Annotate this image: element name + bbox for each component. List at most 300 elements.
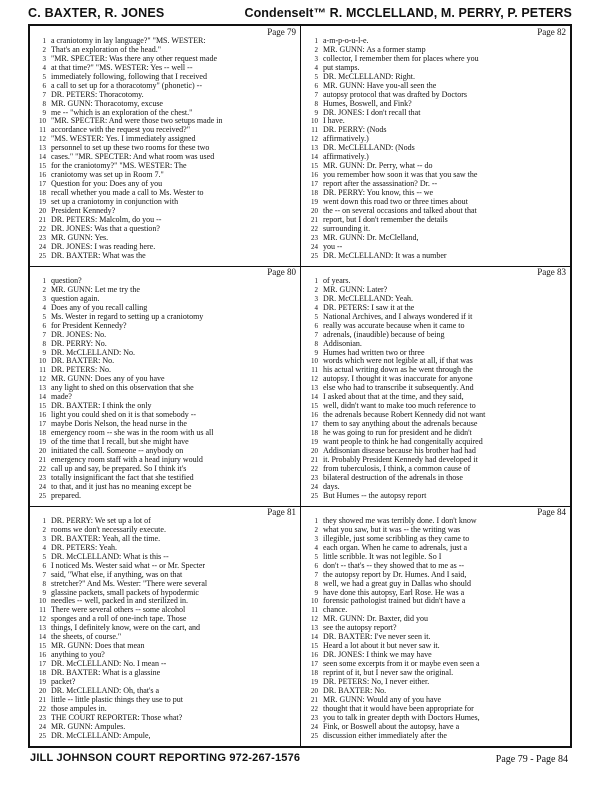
line-number: 24 xyxy=(39,482,46,491)
line-text: forensic pathologist trained but didn't have a xyxy=(323,596,466,606)
line-number: 6 xyxy=(42,81,46,90)
line-number: 23 xyxy=(39,233,46,242)
line-text: Humes had written two or three xyxy=(323,347,425,357)
line-text: packet? xyxy=(51,676,76,686)
line-text: see the autopsy report? xyxy=(323,623,397,633)
header-witness-names-left: C. BAXTER, R. JONES xyxy=(28,6,165,20)
line-number: 11 xyxy=(39,126,46,135)
line-text: the -- on several occasions and talked about that xyxy=(323,205,477,215)
line-number: 24 xyxy=(311,722,318,731)
line-number: 5 xyxy=(314,552,318,561)
line-text: Fink, or Boswell about the autopsy, have a xyxy=(323,721,460,731)
line-text: Addisonian. xyxy=(323,338,362,348)
line-text: Heard a lot about it but never saw it. xyxy=(323,641,440,651)
line-text: each organ. When he came to adrenals, just a xyxy=(323,542,468,552)
line-number: 9 xyxy=(42,108,46,117)
line-number: 7 xyxy=(42,330,46,339)
line-number: 1 xyxy=(314,37,318,45)
line-number: 21 xyxy=(311,455,318,464)
line-number: 22 xyxy=(311,464,318,473)
line-number: 8 xyxy=(42,339,46,348)
line-text: seen some excerpts from it or maybe even seen a xyxy=(323,659,480,668)
line-text: don't -- that's -- they showed that to me as -- xyxy=(323,560,465,570)
line-text: DR. JONES: I was reading here. xyxy=(51,241,156,251)
line-number: 15 xyxy=(39,402,46,411)
line-number: 4 xyxy=(314,543,318,552)
line-number: 22 xyxy=(311,704,318,713)
line-text: DR. PETERS: I saw it at the xyxy=(323,302,415,312)
line-number: 12 xyxy=(39,135,46,144)
line-number: 25 xyxy=(311,731,318,740)
line-text: National Archives, and I always wondered if it xyxy=(323,311,473,321)
line-number: 4 xyxy=(314,63,318,72)
line-number: 8 xyxy=(42,99,46,108)
line-text: what you saw, but it was -- the writing was xyxy=(323,524,461,534)
line-number: 23 xyxy=(39,473,46,482)
line-text: you -- xyxy=(323,241,343,251)
line-text: Ms. Wester in regard to setting up a craniotomy xyxy=(51,311,204,321)
line-number: 21 xyxy=(39,695,46,704)
line-number: 13 xyxy=(311,144,318,153)
line-number: 12 xyxy=(311,375,318,384)
line-number: 19 xyxy=(311,677,318,686)
line-text: affirmatively.) xyxy=(323,134,369,144)
line-text: of years. xyxy=(323,276,351,285)
line-number: 16 xyxy=(311,651,318,660)
line-text: really was accurate because when it came to xyxy=(323,320,465,330)
line-text: DR. JONES: I don't recall that xyxy=(323,107,421,117)
line-text: DR. BAXTER: I've never seen it. xyxy=(323,632,431,642)
line-number: 7 xyxy=(314,90,318,99)
line-text: DR. PERRY: (Nods xyxy=(323,125,387,135)
line-number: 5 xyxy=(42,72,46,81)
line-text: DR. McCLELLAND: Right. xyxy=(323,71,415,81)
transcript-lines xyxy=(302,277,570,500)
line-text: accordance with the request you received?" xyxy=(51,125,190,135)
line-text: DR. BAXTER: I think the only xyxy=(51,401,152,411)
line-number: 2 xyxy=(314,285,318,294)
line-text: initiated the call. Someone -- anybody on xyxy=(51,445,184,455)
line-number: 17 xyxy=(39,180,46,188)
line-text: report, but I don't remember the details xyxy=(323,214,448,224)
line-number: 5 xyxy=(42,312,46,321)
transcript-lines xyxy=(302,37,570,260)
line-text: went down this road two or three times about xyxy=(323,196,468,206)
line-number: 17 xyxy=(311,660,318,668)
line-number: 21 xyxy=(311,695,318,704)
column-divider xyxy=(300,26,301,746)
line-number: 12 xyxy=(39,615,46,624)
line-number: 6 xyxy=(42,321,46,330)
line-text: it. Probably President Kennedy had developed it xyxy=(323,454,478,464)
line-text: reprint of it, but I never saw the original. xyxy=(323,667,454,677)
line-text: days. xyxy=(323,481,340,491)
transcript-page-panel xyxy=(30,506,300,746)
line-text: MR. GUNN: Would any of you have xyxy=(323,694,442,704)
line-text: needles -- well, packed in and sterilized in. xyxy=(51,596,189,606)
line-text: collector, I remember them for places where you xyxy=(323,53,479,63)
line-number: 19 xyxy=(39,437,46,446)
line-text: well, didn't want to make too much reference to xyxy=(323,401,476,411)
line-text: autopsy protocol that was drafted by Doctors xyxy=(323,89,467,99)
line-number: 9 xyxy=(314,588,318,597)
line-number: 8 xyxy=(314,99,318,108)
transcript-line xyxy=(302,732,570,741)
line-number: 9 xyxy=(314,348,318,357)
line-text: DR. McCLELLAND: (Nods xyxy=(323,143,415,153)
transcript-lines xyxy=(30,517,300,740)
line-number: 25 xyxy=(311,491,318,500)
line-number: 14 xyxy=(39,633,46,642)
line-text: Addisonian disease because his brother had had xyxy=(323,445,476,455)
line-number: 7 xyxy=(314,330,318,339)
line-number: 5 xyxy=(314,312,318,321)
line-number: 13 xyxy=(311,624,318,633)
line-text: stretcher?" And Ms. Wester: "There were several xyxy=(51,578,208,588)
line-number: 15 xyxy=(39,162,46,171)
line-text: question again. xyxy=(51,293,100,303)
line-number: 10 xyxy=(311,357,318,366)
line-text: "MR. SPECTER: Was there any other request made xyxy=(51,53,217,63)
line-number: 23 xyxy=(39,713,46,722)
line-number: 10 xyxy=(311,597,318,606)
transcript-page-panel xyxy=(30,266,300,506)
transcript-page-panel xyxy=(302,266,570,506)
line-number: 1 xyxy=(314,517,318,525)
line-text: DR. McCLELLAND: What is this -- xyxy=(51,551,169,561)
line-text: light you could shed on it is that somebody -- xyxy=(51,410,197,420)
line-number: 15 xyxy=(311,402,318,411)
line-number: 10 xyxy=(311,117,318,126)
line-number: 16 xyxy=(311,411,318,420)
line-number: 24 xyxy=(311,242,318,251)
line-text: of the time that I recall, but she might have xyxy=(51,436,189,446)
line-text: anything to you? xyxy=(51,650,105,660)
line-number: 3 xyxy=(314,534,318,543)
transcript-line xyxy=(302,474,570,483)
line-text: MR. GUNN: Dr. Perry, what -- do xyxy=(323,161,433,171)
line-number: 17 xyxy=(311,180,318,188)
line-number: 17 xyxy=(39,660,46,668)
line-text: for President Kennedy? xyxy=(51,320,127,330)
header-witness-names-right: CondenseIt™ R. MCCLELLAND, M. PERRY, P. PETERS xyxy=(244,6,572,20)
line-number: 5 xyxy=(42,552,46,561)
line-number: 7 xyxy=(42,90,46,99)
line-text: report after the assassination? Dr. -- xyxy=(323,179,438,188)
line-text: DR. BAXTER: No. xyxy=(323,685,387,695)
line-text: glassine packets, small packets of hypodermic xyxy=(51,587,199,597)
line-number: 6 xyxy=(314,81,318,90)
line-text: President Kennedy? xyxy=(51,205,116,215)
line-text: things, I definitely know, were on the cart, and xyxy=(51,623,200,633)
line-number: 10 xyxy=(39,117,46,126)
line-text: well, we had a great guy in Dallas who should xyxy=(323,578,471,588)
line-number: 4 xyxy=(42,303,46,312)
page-number-label: Page 83 xyxy=(537,267,566,277)
line-text: prepared. xyxy=(51,490,81,500)
line-number: 1 xyxy=(42,277,46,285)
line-number: 1 xyxy=(42,517,46,525)
line-text: DR. McCLELLAND: It was a number xyxy=(323,250,447,260)
line-text: sponges and a roll of one-inch tape. Those xyxy=(51,614,187,624)
line-number: 13 xyxy=(39,624,46,633)
page-number-label: Page 81 xyxy=(267,507,296,517)
line-number: 13 xyxy=(39,384,46,393)
line-number: 20 xyxy=(311,446,318,455)
line-number: 11 xyxy=(311,366,318,375)
line-text: DR. PERRY: No. xyxy=(51,338,107,348)
line-text: DR. BAXTER: No. xyxy=(51,356,115,366)
line-number: 16 xyxy=(39,411,46,420)
line-text: a-m-p-o-u-l-e. xyxy=(323,36,369,45)
line-number: 20 xyxy=(39,686,46,695)
line-number: 18 xyxy=(39,428,46,437)
line-number: 11 xyxy=(39,606,46,615)
line-number: 19 xyxy=(311,197,318,206)
line-text: MR. GUNN: Does that mean xyxy=(51,641,145,651)
line-text: thought that it would have been appropriate for xyxy=(323,703,474,713)
line-number: 18 xyxy=(311,428,318,437)
line-text: his actual writing down as he went through the xyxy=(323,365,473,375)
line-number: 14 xyxy=(311,153,318,162)
line-text: call up and say, be prepared. So I think it's xyxy=(51,463,187,473)
line-text: autopsy. I thought it was inaccurate for anyone xyxy=(323,374,473,384)
line-text: "MR. SPECTER: And were those two setups made in xyxy=(51,116,223,126)
line-number: 5 xyxy=(314,72,318,81)
line-number: 21 xyxy=(311,215,318,224)
line-number: 11 xyxy=(311,606,318,615)
line-number: 23 xyxy=(311,473,318,482)
line-number: 1 xyxy=(42,37,46,45)
line-number: 12 xyxy=(311,135,318,144)
line-number: 10 xyxy=(39,597,46,606)
line-number: 15 xyxy=(311,642,318,651)
line-text: But Humes -- the autopsy report xyxy=(323,490,427,500)
line-number: 3 xyxy=(42,54,46,63)
transcript-line xyxy=(302,234,570,243)
transcript-lines xyxy=(302,517,570,740)
line-number: 18 xyxy=(311,668,318,677)
line-number: 19 xyxy=(39,677,46,686)
line-number: 7 xyxy=(314,570,318,579)
line-number: 18 xyxy=(39,668,46,677)
line-number: 7 xyxy=(42,570,46,579)
line-text: DR. McCLELLAND: Oh, that's a xyxy=(51,685,160,695)
line-number: 15 xyxy=(311,162,318,171)
page-number-label: Page 80 xyxy=(267,267,296,277)
line-text: any light to shed on this observation that she xyxy=(51,383,194,393)
transcript-line xyxy=(30,252,300,261)
line-number: 13 xyxy=(311,384,318,393)
line-number: 14 xyxy=(311,393,318,402)
line-text: "MS. WESTER: Yes. I immediately assigned xyxy=(51,134,196,144)
line-number: 23 xyxy=(311,713,318,722)
line-number: 25 xyxy=(39,731,46,740)
line-text: for the craniotomy?" "MS. WESTER: The xyxy=(51,161,187,171)
line-number: 22 xyxy=(39,464,46,473)
line-text: There were several others -- some alcohol xyxy=(51,605,186,615)
footer-reporting-company: JILL JOHNSON COURT REPORTING 972-267-1576 xyxy=(30,752,301,764)
line-number: 4 xyxy=(42,543,46,552)
line-number: 8 xyxy=(314,579,318,588)
line-text: the sheets, of course." xyxy=(51,632,122,642)
line-number: 25 xyxy=(39,491,46,500)
line-number: 24 xyxy=(39,242,46,251)
line-number: 14 xyxy=(311,633,318,642)
line-number: 20 xyxy=(311,686,318,695)
page-number-label: Page 82 xyxy=(537,27,566,37)
line-number: 12 xyxy=(311,615,318,624)
line-text: surrounding it. xyxy=(323,223,371,233)
line-text: the autopsy report by Dr. Humes. And I said, xyxy=(323,569,467,579)
line-text: DR. JONES: Was that a question? xyxy=(51,223,160,233)
line-number: 9 xyxy=(314,108,318,117)
page-header xyxy=(28,6,572,26)
line-text: the adrenals because Robert Kennedy did not want xyxy=(323,410,486,420)
transcript-line xyxy=(302,492,570,501)
line-number: 9 xyxy=(42,348,46,357)
line-number: 2 xyxy=(314,525,318,534)
line-text: DR. PETERS: No, I never either. xyxy=(323,676,430,686)
line-text: adrenals, (inaudible) because of being xyxy=(323,329,445,339)
line-number: 4 xyxy=(314,303,318,312)
line-text: MR. GUNN: As a former stamp xyxy=(323,44,426,54)
line-number: 23 xyxy=(311,233,318,242)
line-text: put stamps. xyxy=(323,62,360,72)
line-text: you remember how soon it was that you saw the xyxy=(323,170,478,180)
line-text: little scribble. It was not legible. So I xyxy=(323,551,442,561)
line-number: 3 xyxy=(42,534,46,543)
line-text: MR. GUNN: Dr. McClelland, xyxy=(323,232,419,242)
line-number: 16 xyxy=(311,171,318,180)
line-text: they showed me was terribly done. I don't know xyxy=(323,516,477,525)
line-text: MR. GUNN: Later? xyxy=(323,284,388,294)
line-number: 24 xyxy=(39,722,46,731)
line-text: MR. GUNN: Let me try the xyxy=(51,284,140,294)
line-text: I have. xyxy=(323,116,345,126)
line-text: MR. GUNN: Does any of you have xyxy=(51,374,165,384)
line-text: DR. JONES: I think we may have xyxy=(323,650,432,660)
line-number: 15 xyxy=(39,642,46,651)
footer-page-range: Page 79 - Page 84 xyxy=(495,754,568,765)
line-text: That's an exploration of the head." xyxy=(51,44,162,54)
line-text: DR. PETERS: Yeah. xyxy=(51,542,118,552)
line-number: 8 xyxy=(314,339,318,348)
line-text: THE COURT REPORTER: Those what? xyxy=(51,712,183,722)
line-text: he was going to run for president and he didn't xyxy=(323,427,472,437)
line-text: rooms we don't necessarily execute. xyxy=(51,524,166,534)
line-text: affirmatively.) xyxy=(323,152,369,162)
line-text: a craniotomy in lay language?" "MS. WESTER: xyxy=(51,36,206,45)
line-text: cases." "MR. SPECTER: And what room was used xyxy=(51,152,215,162)
line-text: maybe Doris Nelson, the head nurse in the xyxy=(51,419,187,428)
transcript-lines xyxy=(30,37,300,260)
line-text: chance. xyxy=(323,605,348,615)
line-text: DR. PETERS: No. xyxy=(51,365,112,375)
page-number-label: Page 84 xyxy=(537,507,566,517)
line-number: 18 xyxy=(39,188,46,197)
line-number: 22 xyxy=(39,224,46,233)
line-number: 8 xyxy=(42,579,46,588)
line-text: DR. McCLELLAND: Ampule, xyxy=(51,730,151,740)
line-text: Question for you: Does any of you xyxy=(51,179,163,188)
line-text: me -- "which is an exploration of the chest." xyxy=(51,107,193,117)
line-text: MR. GUNN: Yes. xyxy=(51,232,109,242)
line-text: them to say anything about the adrenals because xyxy=(323,419,478,428)
line-number: 4 xyxy=(42,63,46,72)
line-number: 22 xyxy=(311,224,318,233)
transcript-line xyxy=(302,252,570,261)
line-text: MR. GUNN: Thoracotomy, excuse xyxy=(51,98,163,108)
line-number: 2 xyxy=(42,45,46,54)
line-text: words which were not legible at all, if that was xyxy=(323,356,473,366)
line-number: 3 xyxy=(314,54,318,63)
line-text: emergency room -- she was in the room with us all xyxy=(51,427,214,437)
transcript-line xyxy=(30,492,300,501)
line-text: DR. BAXTER: Yeah, all the time. xyxy=(51,533,161,543)
line-text: a call to set up for a thoracotomy" (phonetic) -- xyxy=(51,80,202,90)
line-number: 24 xyxy=(311,482,318,491)
line-number: 21 xyxy=(39,455,46,464)
line-text: I noticed Ms. Wester said what -- or Mr. Specter xyxy=(51,560,206,570)
transcript-page-panel xyxy=(30,26,300,266)
line-number: 17 xyxy=(311,420,318,428)
line-text: Humes, Boswell, and Fink? xyxy=(323,98,412,108)
line-number: 3 xyxy=(42,294,46,303)
transcript-page-panel xyxy=(302,26,570,266)
line-text: DR. PETERS: Malcolm, do you -- xyxy=(51,214,162,224)
line-number: 12 xyxy=(39,375,46,384)
line-text: DR. McCLELLAND: Yeah. xyxy=(323,293,413,303)
line-text: said, "What else, if anything, was on that xyxy=(51,569,183,579)
line-number: 16 xyxy=(39,651,46,660)
line-number: 22 xyxy=(39,704,46,713)
line-text: craniotomy was set up in Room 7." xyxy=(51,170,164,180)
line-text: MR. GUNN: Ampules. xyxy=(51,721,126,731)
line-number: 2 xyxy=(42,525,46,534)
line-number: 25 xyxy=(39,251,46,260)
line-text: set up a craniotomy in conjunction with xyxy=(51,196,179,206)
line-number: 9 xyxy=(42,588,46,597)
transcript-lines xyxy=(30,277,300,500)
line-text: want people to think he had congenitally acquired xyxy=(323,436,483,446)
line-number: 25 xyxy=(311,251,318,260)
line-text: MR. GUNN: Dr. Baxter, did you xyxy=(323,614,429,624)
line-text: bilateral destruction of the adrenals in those xyxy=(323,472,463,482)
line-text: DR. McCLELLAND: No. xyxy=(51,347,135,357)
line-number: 1 xyxy=(314,277,318,285)
line-number: 14 xyxy=(39,153,46,162)
line-number: 16 xyxy=(39,171,46,180)
line-number: 20 xyxy=(311,206,318,215)
line-text: to that, and it just has no meaning except be xyxy=(51,481,192,491)
line-text: immediately following, following that I received xyxy=(51,71,207,81)
line-text: from tuberculosis, I think, a common cause of xyxy=(323,463,471,473)
line-number: 18 xyxy=(311,188,318,197)
line-number: 17 xyxy=(39,420,46,428)
line-text: DR. BAXTER: What was the xyxy=(51,250,146,260)
line-text: personnel to set up these two rooms for these two xyxy=(51,143,210,153)
line-text: DR. PERRY: We set up a lot of xyxy=(51,516,151,525)
line-number: 21 xyxy=(39,215,46,224)
line-number: 19 xyxy=(311,437,318,446)
line-number: 20 xyxy=(39,206,46,215)
line-text: else who had to transcribe it subsequently. And xyxy=(323,383,474,393)
line-text: made? xyxy=(51,392,72,402)
line-text: you to talk in greater depth with Doctors Humes, xyxy=(323,712,480,722)
line-text: DR. BAXTER: What is a glassine xyxy=(51,667,161,677)
line-text: DR. JONES: No. xyxy=(51,329,107,339)
